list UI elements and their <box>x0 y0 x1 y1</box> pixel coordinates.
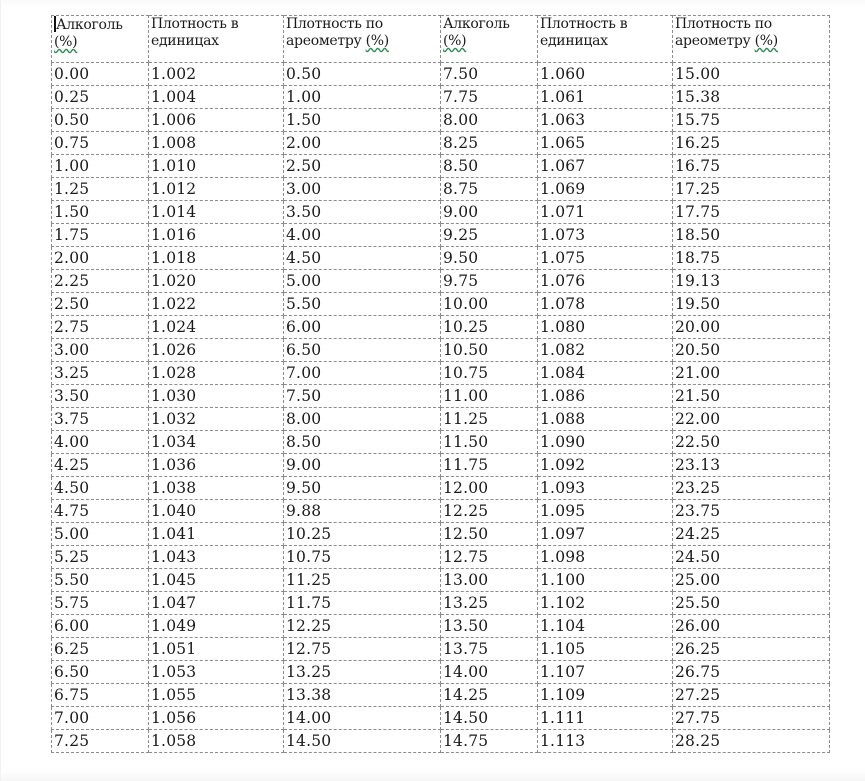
density-hydrometer-cell[interactable]: 3.00 <box>284 178 441 201</box>
alcohol-cell[interactable]: 13.25 <box>441 592 538 615</box>
alcohol-cell[interactable]: 11.25 <box>441 408 538 431</box>
density-units-cell[interactable]: 1.049 <box>149 615 284 638</box>
alcohol-cell[interactable]: 6.50 <box>52 661 149 684</box>
alcohol-cell[interactable]: 4.75 <box>52 500 149 523</box>
density-units-cell[interactable]: 1.100 <box>538 569 673 592</box>
density-units-cell[interactable]: 1.104 <box>538 615 673 638</box>
density-hydrometer-cell[interactable]: 2.00 <box>284 132 441 155</box>
alcohol-cell[interactable]: 3.00 <box>52 339 149 362</box>
alcohol-cell[interactable]: 11.75 <box>441 454 538 477</box>
alcohol-cell[interactable]: 8.00 <box>441 109 538 132</box>
density-units-cell[interactable]: 1.098 <box>538 546 673 569</box>
density-hydrometer-cell[interactable]: 1.00 <box>284 86 441 109</box>
density-hydrometer-cell[interactable]: 22.00 <box>673 408 830 431</box>
density-hydrometer-cell[interactable]: 15.38 <box>673 86 830 109</box>
table-row <box>52 454 830 477</box>
alcohol-cell[interactable]: 14.50 <box>441 707 538 730</box>
density-units-cell[interactable]: 1.075 <box>538 247 673 270</box>
alcohol-cell[interactable]: 4.50 <box>52 477 149 500</box>
density-units-cell[interactable]: 1.004 <box>149 86 284 109</box>
alcohol-cell[interactable]: 5.00 <box>52 523 149 546</box>
alcohol-density-table <box>51 15 830 753</box>
density-hydrometer-cell[interactable]: 7.00 <box>284 362 441 385</box>
density-units-cell[interactable]: 1.076 <box>538 270 673 293</box>
density-hydrometer-cell[interactable]: 25.00 <box>673 569 830 592</box>
table-row <box>52 592 830 615</box>
alcohol-cell[interactable]: 6.25 <box>52 638 149 661</box>
density-hydrometer-cell[interactable]: 12.75 <box>284 638 441 661</box>
density-units-cell[interactable]: 1.055 <box>149 684 284 707</box>
alcohol-cell[interactable]: 10.25 <box>441 316 538 339</box>
alcohol-cell[interactable]: 4.25 <box>52 454 149 477</box>
density-units-cell[interactable]: 1.067 <box>538 155 673 178</box>
density-hydrometer-cell[interactable]: 11.25 <box>284 569 441 592</box>
density-hydrometer-cell[interactable]: 17.75 <box>673 201 830 224</box>
alcohol-cell[interactable]: 12.25 <box>441 500 538 523</box>
alcohol-cell[interactable]: 4.00 <box>52 431 149 454</box>
density-hydrometer-cell[interactable]: 10.25 <box>284 523 441 546</box>
density-hydrometer-cell[interactable]: 23.25 <box>673 477 830 500</box>
density-hydrometer-cell[interactable]: 9.50 <box>284 477 441 500</box>
table-row <box>52 523 830 546</box>
density-units-cell[interactable]: 1.097 <box>538 523 673 546</box>
table-row <box>52 546 830 569</box>
density-units-cell[interactable]: 1.045 <box>149 569 284 592</box>
density-hydrometer-cell[interactable]: 27.75 <box>673 707 830 730</box>
density-hydrometer-cell[interactable]: 5.50 <box>284 293 441 316</box>
density-units-cell[interactable]: 1.113 <box>538 730 673 753</box>
density-hydrometer-cell[interactable]: 21.50 <box>673 385 830 408</box>
density-hydrometer-cell[interactable]: 8.00 <box>284 408 441 431</box>
density-hydrometer-cell[interactable]: 19.13 <box>673 270 830 293</box>
density-hydrometer-cell[interactable]: 16.75 <box>673 155 830 178</box>
table-row <box>52 247 830 270</box>
alcohol-cell[interactable]: 9.00 <box>441 201 538 224</box>
density-hydrometer-cell[interactable]: 1.50 <box>284 109 441 132</box>
density-units-cell[interactable]: 1.111 <box>538 707 673 730</box>
density-units-cell[interactable]: 1.060 <box>538 63 673 86</box>
alcohol-cell[interactable]: 8.25 <box>441 132 538 155</box>
density-units-cell[interactable]: 1.006 <box>149 109 284 132</box>
table-row <box>52 684 830 707</box>
density-hydrometer-cell[interactable]: 9.00 <box>284 454 441 477</box>
density-units-cell[interactable]: 1.088 <box>538 408 673 431</box>
alcohol-cell[interactable]: 12.75 <box>441 546 538 569</box>
alcohol-cell[interactable]: 8.75 <box>441 178 538 201</box>
density-hydrometer-cell[interactable]: 23.13 <box>673 454 830 477</box>
density-units-cell[interactable]: 1.032 <box>149 408 284 431</box>
density-hydrometer-cell[interactable]: 3.50 <box>284 201 441 224</box>
density-units-cell[interactable]: 1.109 <box>538 684 673 707</box>
density-hydrometer-cell[interactable]: 14.00 <box>284 707 441 730</box>
header-density-hydrometer[interactable]: Плотность по ареометру (%) <box>673 16 830 63</box>
alcohol-cell[interactable]: 5.50 <box>52 569 149 592</box>
density-units-cell[interactable]: 1.036 <box>149 454 284 477</box>
density-hydrometer-cell[interactable]: 27.25 <box>673 684 830 707</box>
density-units-cell[interactable]: 1.063 <box>538 109 673 132</box>
density-hydrometer-cell[interactable]: 20.50 <box>673 339 830 362</box>
density-units-cell[interactable]: 1.092 <box>538 454 673 477</box>
density-units-cell[interactable]: 1.028 <box>149 362 284 385</box>
density-units-cell[interactable]: 1.053 <box>149 661 284 684</box>
table-row <box>52 638 830 661</box>
density-units-cell[interactable]: 1.095 <box>538 500 673 523</box>
table-row <box>52 385 830 408</box>
density-hydrometer-cell[interactable]: 4.50 <box>284 247 441 270</box>
density-units-cell[interactable]: 1.080 <box>538 316 673 339</box>
density-units-cell[interactable]: 1.002 <box>149 63 284 86</box>
density-hydrometer-cell[interactable]: 10.75 <box>284 546 441 569</box>
table-row <box>52 707 830 730</box>
alcohol-cell[interactable]: 2.00 <box>52 247 149 270</box>
header-density-units[interactable]: Плотность в единицах <box>149 16 284 63</box>
alcohol-cell[interactable]: 1.25 <box>52 178 149 201</box>
header-density-hydrometer[interactable]: Плотность по ареометру (%) <box>284 16 441 63</box>
density-hydrometer-cell[interactable]: 21.00 <box>673 362 830 385</box>
alcohol-cell[interactable]: 6.75 <box>52 684 149 707</box>
density-units-cell[interactable]: 1.073 <box>538 224 673 247</box>
density-units-cell[interactable]: 1.069 <box>538 178 673 201</box>
alcohol-cell[interactable]: 13.75 <box>441 638 538 661</box>
density-hydrometer-cell[interactable]: 25.50 <box>673 592 830 615</box>
density-units-cell[interactable]: 1.093 <box>538 477 673 500</box>
density-hydrometer-cell[interactable]: 26.75 <box>673 661 830 684</box>
header-alcohol[interactable]: Алкоголь (%) <box>441 16 538 63</box>
alcohol-cell[interactable]: 12.00 <box>441 477 538 500</box>
density-units-cell[interactable]: 1.012 <box>149 178 284 201</box>
table-row <box>52 408 830 431</box>
density-hydrometer-cell[interactable]: 22.50 <box>673 431 830 454</box>
density-hydrometer-cell[interactable]: 13.25 <box>284 661 441 684</box>
table-row <box>52 730 830 753</box>
alcohol-cell[interactable]: 9.25 <box>441 224 538 247</box>
density-units-cell[interactable]: 1.082 <box>538 339 673 362</box>
alcohol-cell[interactable]: 2.75 <box>52 316 149 339</box>
density-units-cell[interactable]: 1.014 <box>149 201 284 224</box>
table-row <box>52 500 830 523</box>
density-units-cell[interactable]: 1.034 <box>149 431 284 454</box>
alcohol-cell[interactable]: 2.25 <box>52 270 149 293</box>
density-units-cell[interactable]: 1.040 <box>149 500 284 523</box>
table-row <box>52 224 830 247</box>
table-row <box>52 615 830 638</box>
alcohol-cell[interactable]: 3.50 <box>52 385 149 408</box>
table-row <box>52 178 830 201</box>
density-units-cell[interactable]: 1.061 <box>538 86 673 109</box>
table-row <box>52 63 830 86</box>
alcohol-cell[interactable]: 7.75 <box>441 86 538 109</box>
table-row <box>52 293 830 316</box>
table-row <box>52 477 830 500</box>
density-hydrometer-cell[interactable]: 13.38 <box>284 684 441 707</box>
density-units-cell[interactable]: 1.086 <box>538 385 673 408</box>
density-units-cell[interactable]: 1.010 <box>149 155 284 178</box>
table-row <box>52 155 830 178</box>
density-units-cell[interactable]: 1.018 <box>149 247 284 270</box>
alcohol-cell[interactable]: 13.00 <box>441 569 538 592</box>
density-hydrometer-cell[interactable]: 8.50 <box>284 431 441 454</box>
alcohol-cell[interactable]: 7.50 <box>441 63 538 86</box>
table-row <box>52 201 830 224</box>
density-units-cell[interactable]: 1.022 <box>149 293 284 316</box>
alcohol-cell[interactable]: 5.25 <box>52 546 149 569</box>
alcohol-cell[interactable]: 6.00 <box>52 615 149 638</box>
density-units-cell[interactable]: 1.047 <box>149 592 284 615</box>
density-units-cell[interactable]: 1.041 <box>149 523 284 546</box>
density-hydrometer-cell[interactable]: 6.50 <box>284 339 441 362</box>
density-units-cell[interactable]: 1.084 <box>538 362 673 385</box>
density-hydrometer-cell[interactable]: 18.75 <box>673 247 830 270</box>
density-hydrometer-cell[interactable]: 16.25 <box>673 132 830 155</box>
table-row <box>52 431 830 454</box>
alcohol-cell[interactable]: 7.00 <box>52 707 149 730</box>
alcohol-cell[interactable]: 1.75 <box>52 224 149 247</box>
header-alcohol[interactable]: Алкоголь (%) <box>52 16 149 63</box>
density-units-cell[interactable]: 1.102 <box>538 592 673 615</box>
density-units-cell[interactable]: 1.065 <box>538 132 673 155</box>
density-hydrometer-cell[interactable]: 0.50 <box>284 63 441 86</box>
alcohol-cell[interactable]: 10.75 <box>441 362 538 385</box>
alcohol-cell[interactable]: 14.75 <box>441 730 538 753</box>
density-hydrometer-cell[interactable]: 7.50 <box>284 385 441 408</box>
density-units-cell[interactable]: 1.078 <box>538 293 673 316</box>
alcohol-cell[interactable]: 1.00 <box>52 155 149 178</box>
density-hydrometer-cell[interactable]: 19.50 <box>673 293 830 316</box>
table-row <box>52 339 830 362</box>
alcohol-cell[interactable]: 11.00 <box>441 385 538 408</box>
alcohol-cell[interactable]: 12.50 <box>441 523 538 546</box>
density-hydrometer-cell[interactable]: 24.50 <box>673 546 830 569</box>
density-units-cell[interactable]: 1.107 <box>538 661 673 684</box>
density-units-cell[interactable]: 1.008 <box>149 132 284 155</box>
alcohol-cell[interactable]: 1.50 <box>52 201 149 224</box>
density-units-cell[interactable]: 1.016 <box>149 224 284 247</box>
table-header-row <box>52 16 830 63</box>
density-hydrometer-cell[interactable]: 24.25 <box>673 523 830 546</box>
alcohol-cell[interactable]: 9.75 <box>441 270 538 293</box>
alcohol-cell[interactable]: 10.50 <box>441 339 538 362</box>
density-hydrometer-cell[interactable]: 26.00 <box>673 615 830 638</box>
density-hydrometer-cell[interactable]: 15.00 <box>673 63 830 86</box>
density-units-cell[interactable]: 1.058 <box>149 730 284 753</box>
alcohol-cell[interactable]: 3.25 <box>52 362 149 385</box>
density-units-cell[interactable]: 1.056 <box>149 707 284 730</box>
alcohol-cell[interactable]: 0.75 <box>52 132 149 155</box>
alcohol-cell[interactable]: 13.50 <box>441 615 538 638</box>
alcohol-cell[interactable]: 5.75 <box>52 592 149 615</box>
density-hydrometer-cell[interactable]: 26.25 <box>673 638 830 661</box>
alcohol-cell[interactable]: 3.75 <box>52 408 149 431</box>
alcohol-cell[interactable]: 7.25 <box>52 730 149 753</box>
density-units-cell[interactable]: 1.051 <box>149 638 284 661</box>
alcohol-cell[interactable]: 14.00 <box>441 661 538 684</box>
table-row <box>52 569 830 592</box>
density-hydrometer-cell[interactable]: 15.75 <box>673 109 830 132</box>
density-units-cell[interactable]: 1.038 <box>149 477 284 500</box>
density-hydrometer-cell[interactable]: 23.75 <box>673 500 830 523</box>
density-hydrometer-cell[interactable]: 11.75 <box>284 592 441 615</box>
density-units-cell[interactable]: 1.090 <box>538 431 673 454</box>
table-row <box>52 270 830 293</box>
alcohol-cell[interactable]: 10.00 <box>441 293 538 316</box>
density-units-cell[interactable]: 1.024 <box>149 316 284 339</box>
density-units-cell[interactable]: 1.043 <box>149 546 284 569</box>
table-row <box>52 109 830 132</box>
density-hydrometer-cell[interactable]: 17.25 <box>673 178 830 201</box>
header-density-units[interactable]: Плотность в единицах <box>538 16 673 63</box>
density-units-cell[interactable]: 1.020 <box>149 270 284 293</box>
density-hydrometer-cell[interactable]: 20.00 <box>673 316 830 339</box>
density-hydrometer-cell[interactable]: 4.00 <box>284 224 441 247</box>
table-row <box>52 132 830 155</box>
density-units-cell[interactable]: 1.071 <box>538 201 673 224</box>
table-row <box>52 661 830 684</box>
density-hydrometer-cell[interactable]: 5.00 <box>284 270 441 293</box>
density-hydrometer-cell[interactable]: 2.50 <box>284 155 441 178</box>
density-hydrometer-cell[interactable]: 9.88 <box>284 500 441 523</box>
alcohol-cell[interactable]: 0.25 <box>52 86 149 109</box>
alcohol-cell[interactable]: 14.25 <box>441 684 538 707</box>
alcohol-cell[interactable]: 0.50 <box>52 109 149 132</box>
density-hydrometer-cell[interactable]: 14.50 <box>284 730 441 753</box>
density-units-cell[interactable]: 1.026 <box>149 339 284 362</box>
alcohol-cell[interactable]: 9.50 <box>441 247 538 270</box>
density-hydrometer-cell[interactable]: 6.00 <box>284 316 441 339</box>
table-row <box>52 316 830 339</box>
alcohol-cell[interactable]: 11.50 <box>441 431 538 454</box>
alcohol-cell[interactable]: 2.50 <box>52 293 149 316</box>
alcohol-cell[interactable]: 8.50 <box>441 155 538 178</box>
table-row <box>52 362 830 385</box>
table-body <box>52 63 830 753</box>
alcohol-cell[interactable]: 0.00 <box>52 63 149 86</box>
density-hydrometer-cell[interactable]: 12.25 <box>284 615 441 638</box>
density-hydrometer-cell[interactable]: 18.50 <box>673 224 830 247</box>
density-units-cell[interactable]: 1.105 <box>538 638 673 661</box>
table-row <box>52 86 830 109</box>
density-hydrometer-cell[interactable]: 28.25 <box>673 730 830 753</box>
density-units-cell[interactable]: 1.030 <box>149 385 284 408</box>
